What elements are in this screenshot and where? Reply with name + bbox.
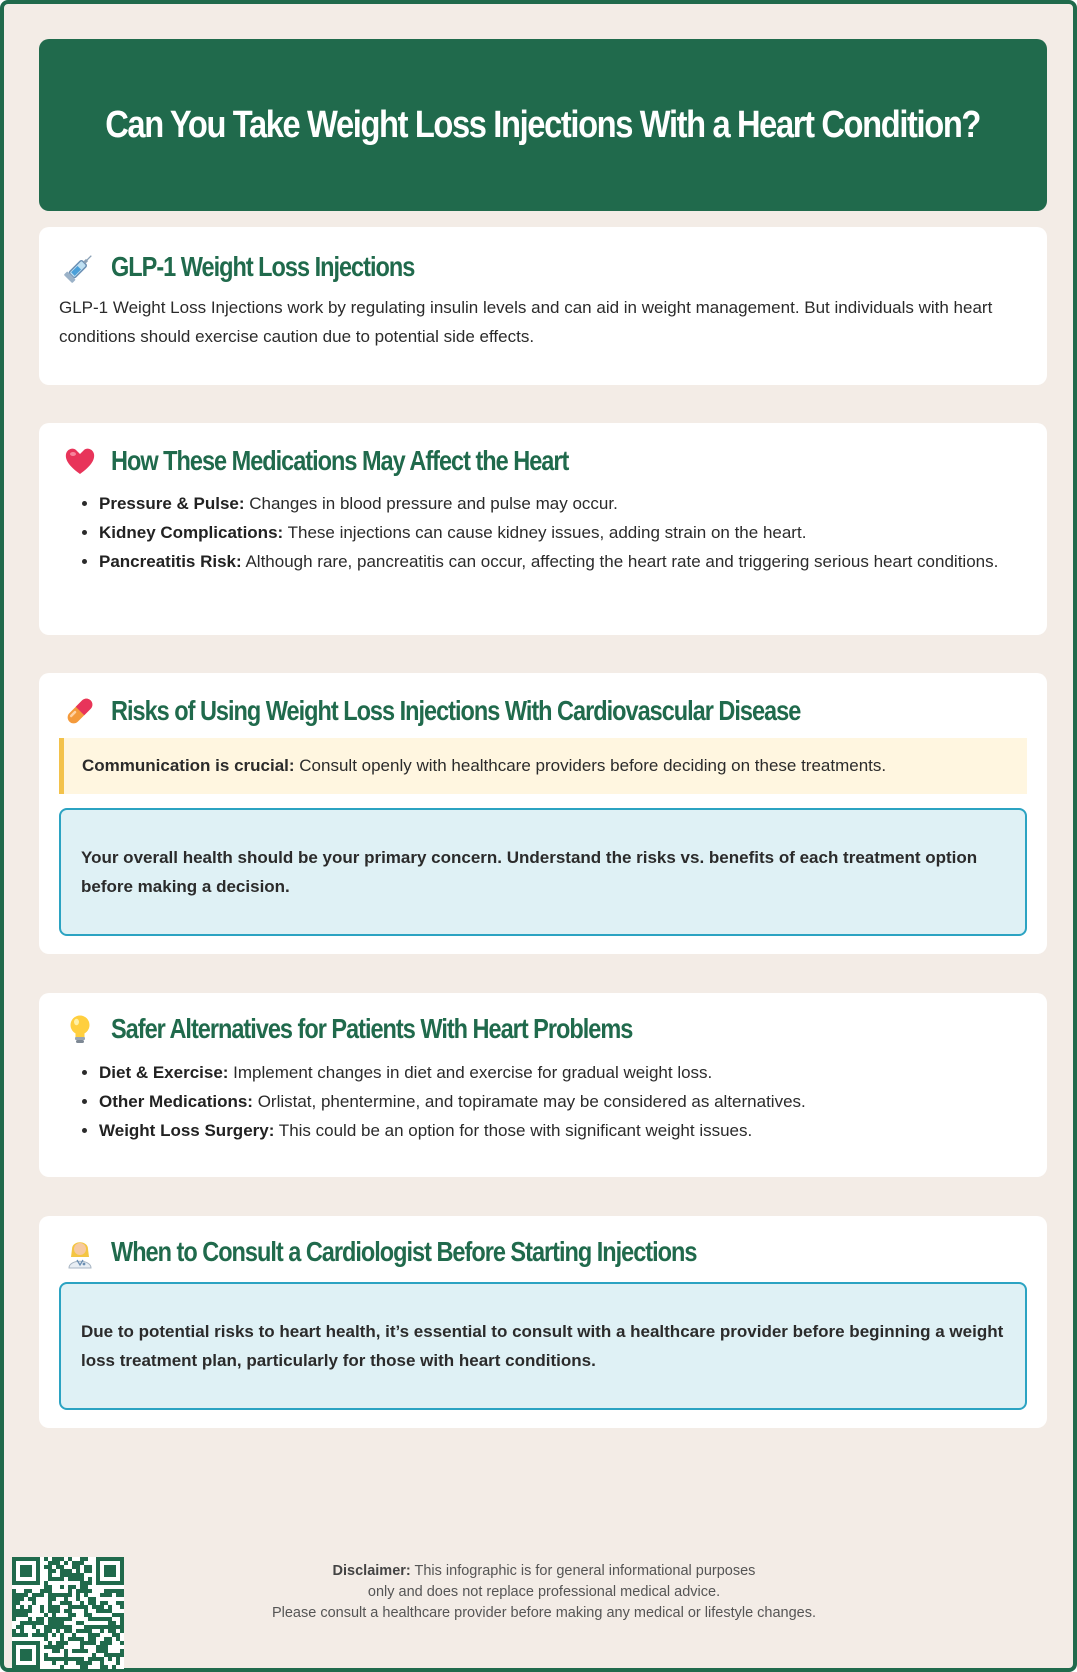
section-glp1-title [63, 247, 472, 287]
page-title: Can You Take Weight Loss Injections With a Heart Condition? [105, 103, 981, 146]
list-item: • Diet & Exercise: Implement changes in diet and exercise for gradual weight loss. [99, 1058, 1007, 1087]
section-risks-heading: Risks of Using Weight Loss Injections With Cardiovascular Disease [111, 695, 801, 726]
communication-note-text: Consult openly with healthcare providers before deciding on these treatments. [294, 756, 887, 775]
section-alternatives-heading: Safer Alternatives for Patients With Heart Problems [111, 1013, 633, 1044]
section-cardiologist-heading: When to Consult a Cardiologist Before Starting Injections [111, 1236, 697, 1267]
disclaimer-line1: This infographic is for general informational purposes [410, 1563, 756, 1579]
section-risks [39, 673, 1047, 954]
list-item: • Pancreatitis Risk: Although rare, pancreatitis can occur, affecting the heart rate and triggering serious heart conditions. [99, 547, 1007, 576]
heart-effects-list [59, 489, 1007, 576]
disclaimer [184, 1561, 904, 1624]
cardiologist-highlight-text: Due to potential risks to heart health, it’s essential to consult with a healthcare provider before beginning a weight loss treatment plan, particularly for those with heart conditions. [81, 1322, 1004, 1370]
qr-code [12, 1557, 124, 1669]
disclaimer-line3: Please consult a healthcare provider before making any medical or lifestyle changes. [271, 1605, 817, 1621]
list-item: • Pressure & Pulse: Changes in blood pressure and pulse may occur. [99, 489, 1007, 518]
list-item: • Weight Loss Surgery: This could be an option for those with significant weight issues. [99, 1116, 1007, 1145]
section-heart-effects-title [63, 441, 655, 481]
list-item: • Other Medications: Orlistat, phentermine, and topiramate may be considered as alternatives. [99, 1087, 1007, 1116]
page-header [39, 39, 1047, 211]
alternatives-list [59, 1058, 1007, 1145]
section-cardiologist [39, 1216, 1047, 1428]
disclaimer-label: Disclaimer: [332, 1563, 411, 1579]
heart-icon [63, 444, 97, 478]
section-alternatives-title [63, 1009, 732, 1049]
syringe-icon [63, 250, 97, 284]
communication-note-label: Communication is crucial: [82, 756, 295, 775]
section-alternatives [39, 993, 1047, 1177]
risks-highlight-box [59, 808, 1027, 936]
section-risks-title [63, 691, 932, 731]
communication-note [59, 738, 1027, 794]
section-heart-effects [39, 423, 1047, 635]
doctor-icon [63, 1235, 97, 1269]
section-heart-effects-heading: How These Medications May Affect the Heart [111, 445, 569, 476]
cardiologist-highlight-box [59, 1282, 1027, 1410]
section-glp1-text: GLP-1 Weight Loss Injections work by regulating insulin levels and can aid in weight management. But individuals with heart conditions should exercise caution due to potential side effects. [59, 298, 993, 346]
pill-icon [63, 694, 97, 728]
risks-highlight-text: Your overall health should be your primary concern. Understand the risks vs. benefits of each treatment option before making a decision. [81, 848, 978, 896]
light-bulb-icon [63, 1012, 97, 1046]
section-cardiologist-title [63, 1232, 808, 1272]
list-item: • Kidney Complications: These injections can cause kidney issues, adding strain on the heart. [99, 518, 1007, 547]
disclaimer-line2: only and does not replace professional medical advice. [367, 1584, 721, 1600]
section-glp1 [39, 227, 1047, 385]
section-glp1-heading: GLP-1 Weight Loss Injections [111, 251, 415, 282]
